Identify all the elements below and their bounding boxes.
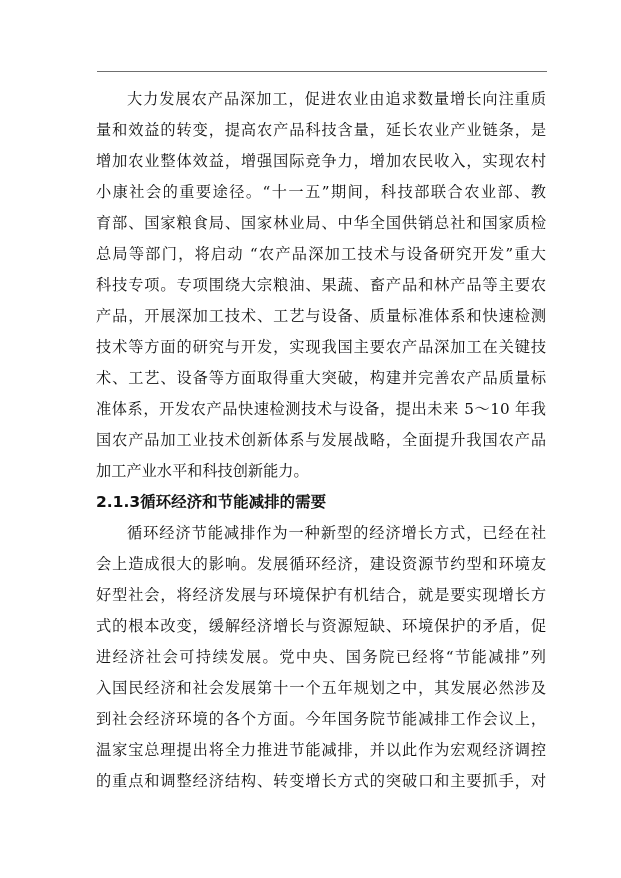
paragraph-1-line: 准体系，开发农产品快速检测技术与设备，提出未来 5～10 年我 (96, 400, 546, 418)
paragraph-2-line: 进经济社会可持续发展。党中央、国务院已经将“节能减排”列 (96, 648, 546, 666)
paragraph-2-line: 温家宝总理提出将全力推进节能减排，并以此作为宏观经济调控 (96, 741, 546, 759)
paragraph-2-line: 入国民经济和社会发展第十一个五年规划之中，其发展必然涉及 (96, 679, 546, 697)
paragraph-1-line: 量和效益的转变，提高农产品科技含量，延长农业产业链条，是 (96, 121, 546, 139)
paragraph-1-line: 小康社会的重要途径。“十一五”期间，科技部联合农业部、教 (96, 183, 546, 201)
paragraph-1-line: 科技专项。专项围绕大宗粮油、果蔬、畜产品和林产品等主要农 (96, 276, 546, 294)
paragraph-1-line: 增加农业整体效益，增强国际竞争力，增加农民收入，实现农村 (96, 152, 546, 170)
paragraph-2-line: 会上造成很大的影响。发展循环经济，建设资源节约型和环境友 (96, 555, 546, 573)
paragraph-1-line: 育部、国家粮食局、国家林业局、中华全国供销总社和国家质检 (96, 214, 546, 232)
paragraph-1-line: 技术等方面的研究与开发，实现我国主要农产品深加工在关键技 (96, 338, 546, 356)
paragraph-1-line: 大力发展农产品深加工，促进农业由追求数量增长向注重质 (127, 90, 546, 108)
paragraph-2-line: 式的根本改变，缓解经济增长与资源短缺、环境保护的矛盾，促 (96, 617, 546, 635)
section-heading: 2.1.3循环经济和节能减排的需要 (96, 493, 327, 511)
paragraph-2-line: 的重点和调整经济结构、转变增长方式的突破口和主要抓手，对 (96, 772, 546, 790)
paragraph-1-line: 产品，开展深加工技术、工艺与设备、质量标准体系和快速检测 (96, 307, 546, 325)
paragraph-2-line: 到社会经济环境的各个方面。今年国务院节能减排工作会议上， (96, 710, 546, 728)
document-body (96, 84, 546, 797)
paragraph-1-line: 总局等部门，将启动 “农产品深加工技术与设备研究开发”重大 (96, 245, 546, 263)
paragraph-2-line: 循环经济节能减排作为一种新型的经济增长方式，已经在社 (127, 524, 546, 542)
header-rule (97, 71, 547, 72)
paragraph-1-line: 国农产品加工业技术创新体系与发展战略，全面提升我国农产品 (96, 431, 546, 449)
paragraph-2-line: 好型社会，将经济发展与环境保护有机结合，就是要实现增长方 (96, 586, 546, 604)
paragraph-1-line: 术、工艺、设备等方面取得重大突破，构建并完善农产品质量标 (96, 369, 546, 387)
paragraph-1-line: 加工产业水平和科技创新能力。 (96, 462, 309, 480)
